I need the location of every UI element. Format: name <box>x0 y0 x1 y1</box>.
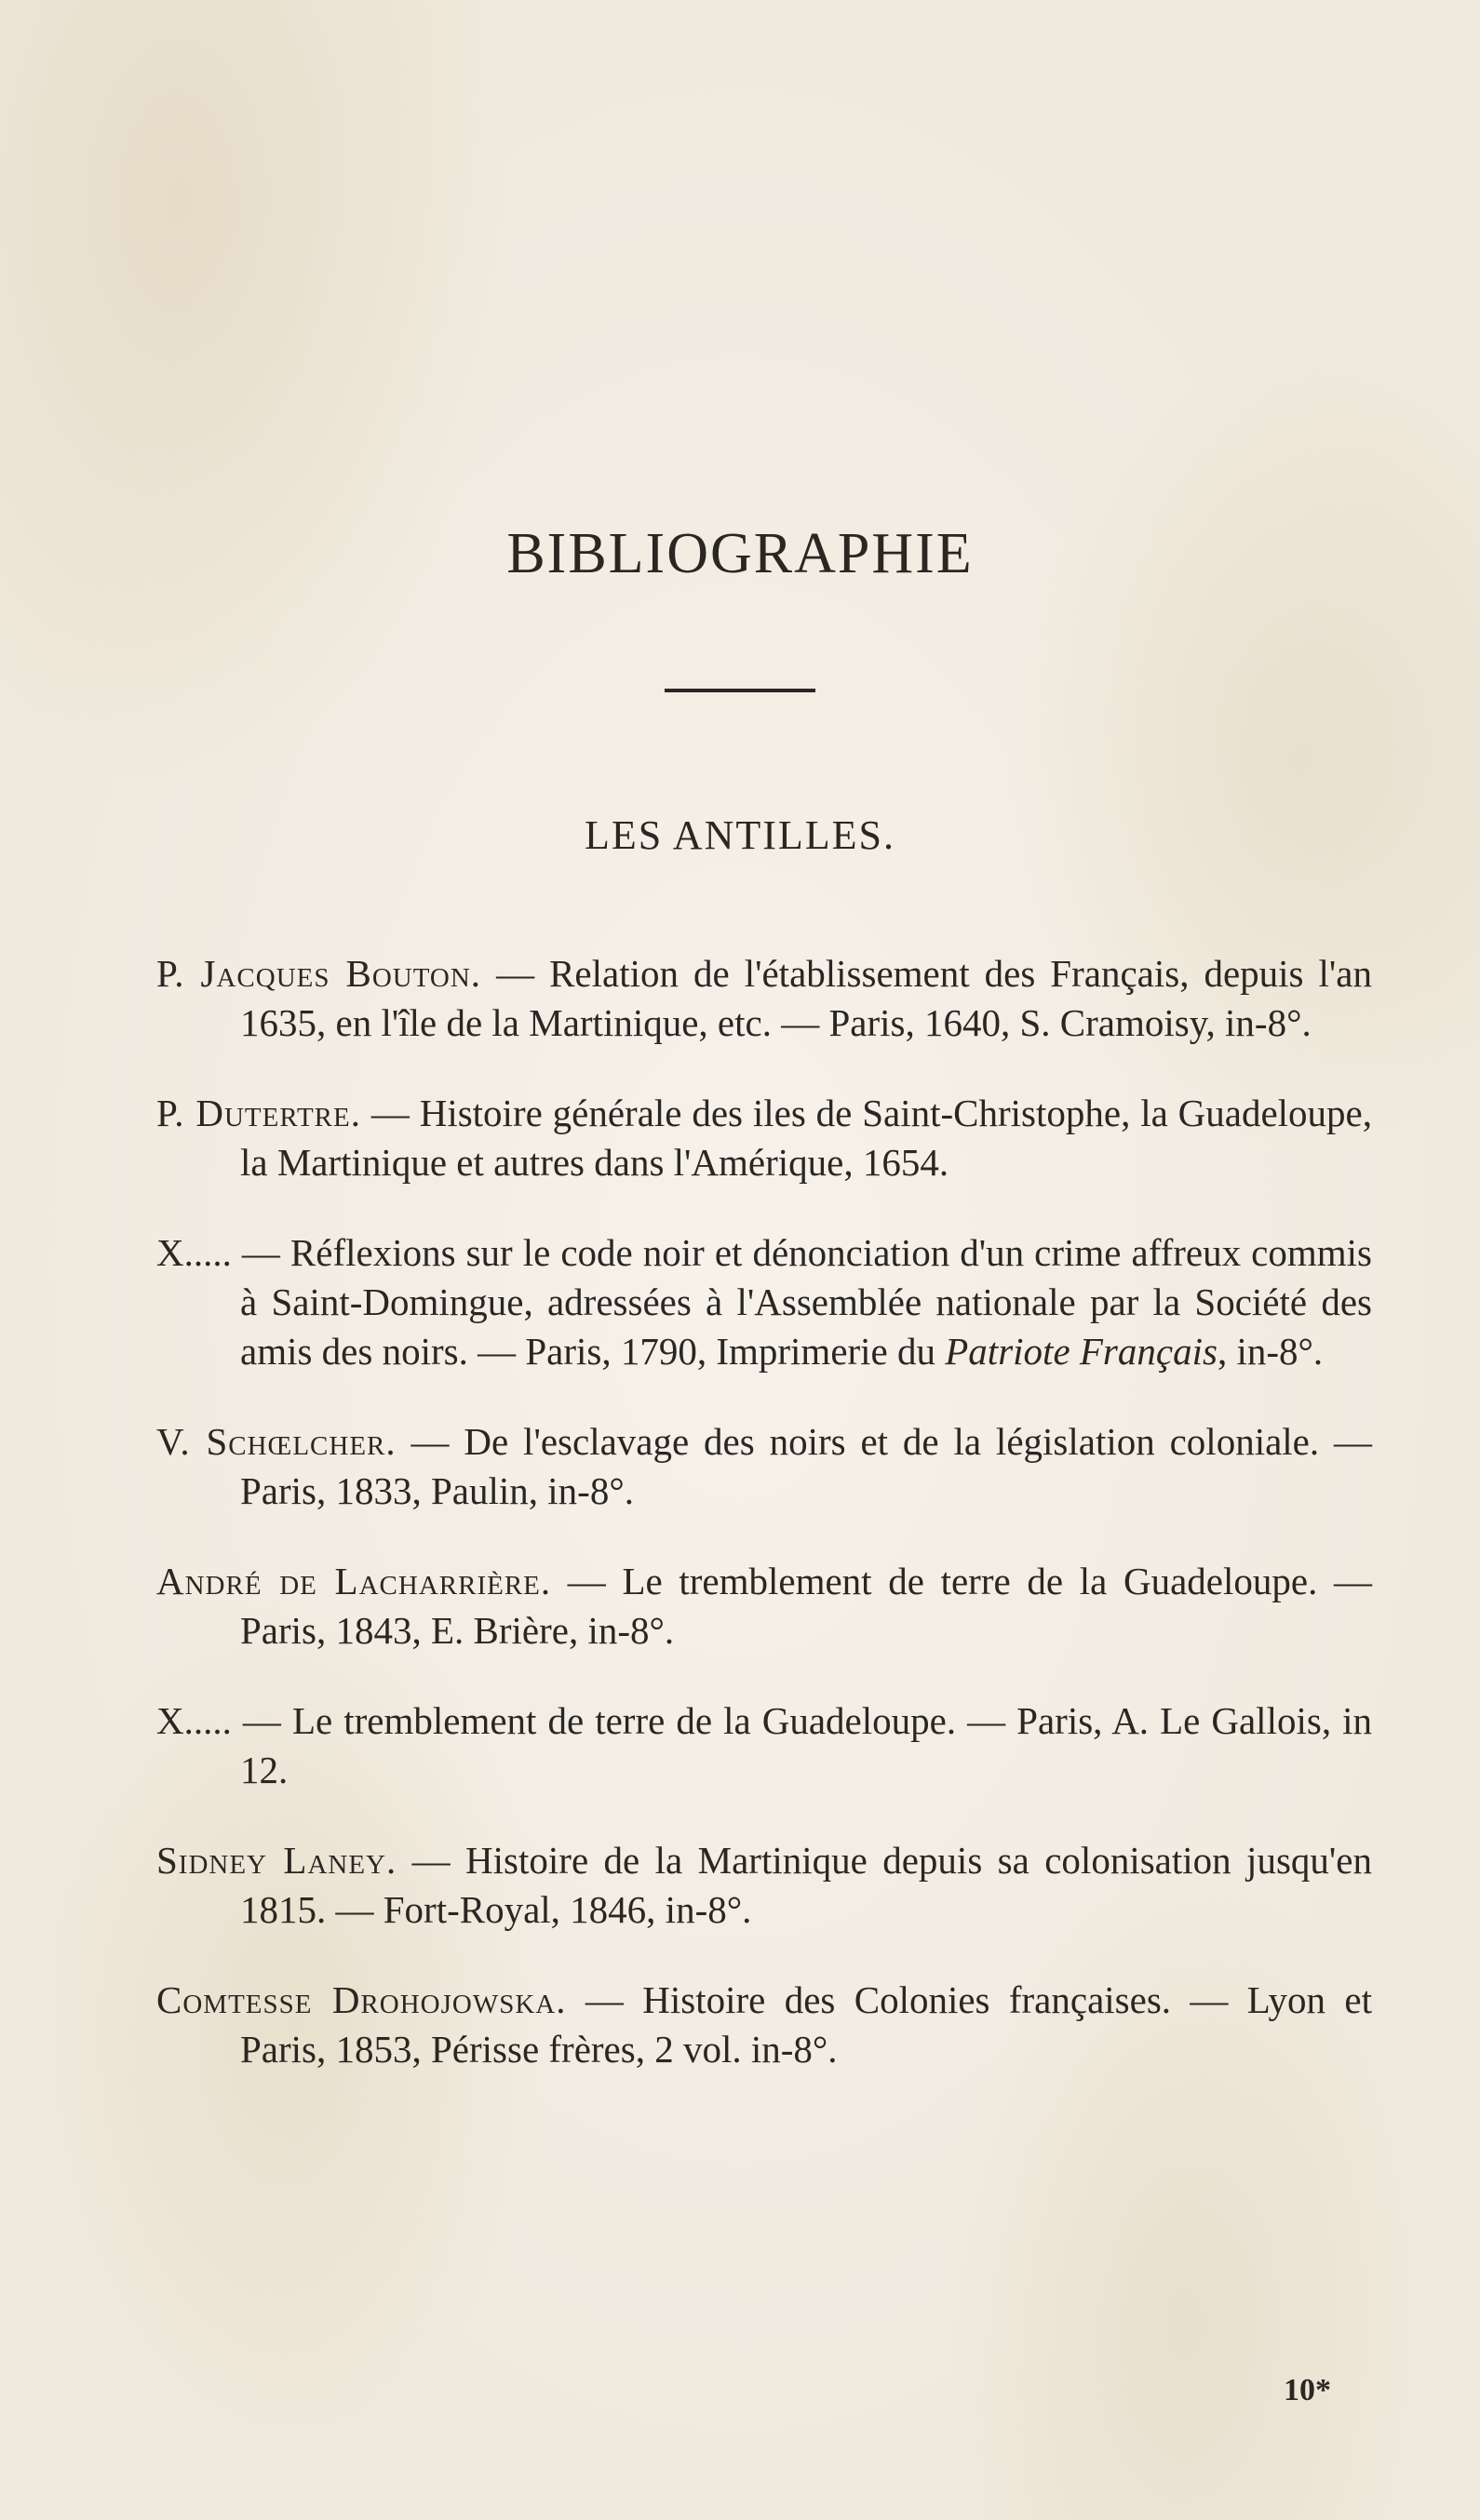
entry-author: P. Jacques Bouton. <box>156 952 482 995</box>
bibliography-entry <box>156 949 1372 1048</box>
section-title: LES ANTILLES. <box>585 812 895 858</box>
title-divider <box>665 689 815 692</box>
bibliography-entry <box>156 1557 1372 1655</box>
entry-text: — De l'esclavage des noirs et de la législation coloniale. — Paris, 1833, Paulin, in-8°. <box>240 1420 1372 1512</box>
entry-author: Sidney Laney. <box>156 1839 397 1882</box>
bibliography-entry <box>156 1417 1372 1516</box>
bibliography-entry <box>156 1836 1372 1935</box>
entry-italic-title: Patriote Français <box>945 1330 1218 1373</box>
entry-text: — Le tremblement de terre de la Guadeloupe. — Paris, 1843, E. Brière, in-8°. <box>240 1560 1372 1652</box>
bibliography-list <box>156 949 1372 2115</box>
entry-text: — Histoire des Colonies françaises. — Lyon et Paris, 1853, Périsse frères, 2 vol. in-8°. <box>240 1978 1373 2071</box>
entry-text: — Histoire de la Martinique depuis sa colonisation jusqu'en 1815. — Fort-Royal, 1846, in-8°. <box>240 1839 1372 1931</box>
entry-author: P. Dutertre. <box>156 1092 361 1134</box>
page-number: 10* <box>1284 2373 1331 2407</box>
entry-author: X..... <box>156 1699 232 1742</box>
bibliography-entry <box>156 1089 1372 1187</box>
entry-author: André de Lacharrière. <box>156 1560 552 1602</box>
entry-author: X..... <box>156 1231 232 1274</box>
entry-text: — Relation de l'établissement des Français, depuis l'an 1635, en l'île de la Martinique, etc. — Paris, 1640, S. Cramoisy, in-8°. <box>240 952 1372 1044</box>
entry-text: — Le tremblement de terre de la Guadeloupe. — Paris, A. Le Gallois, in 12. <box>231 1699 1372 1791</box>
bibliography-entry <box>156 1696 1372 1795</box>
bibliography-entry <box>156 1228 1372 1376</box>
page-title: BIBLIOGRAPHIE <box>506 522 974 585</box>
entry-author: V. Schœlcher. <box>156 1420 397 1463</box>
entry-text-end: , in-8°. <box>1217 1330 1324 1373</box>
entry-text: — Réflexions sur le code noir et dénonciation d'un crime affreux commis à Saint-Domingue, adressées à l'Assemblée nationale par la Société des amis des noirs. — Paris, 1790, Imprimerie du <box>231 1231 1372 1373</box>
bibliography-entry <box>156 1976 1372 2074</box>
entry-author: Comtesse Drohojowska. <box>156 1978 567 2021</box>
entry-text: — Histoire générale des iles de Saint-Christophe, la Guadeloupe, la Martinique et autres dans l'Amérique, 1654. <box>240 1092 1372 1184</box>
